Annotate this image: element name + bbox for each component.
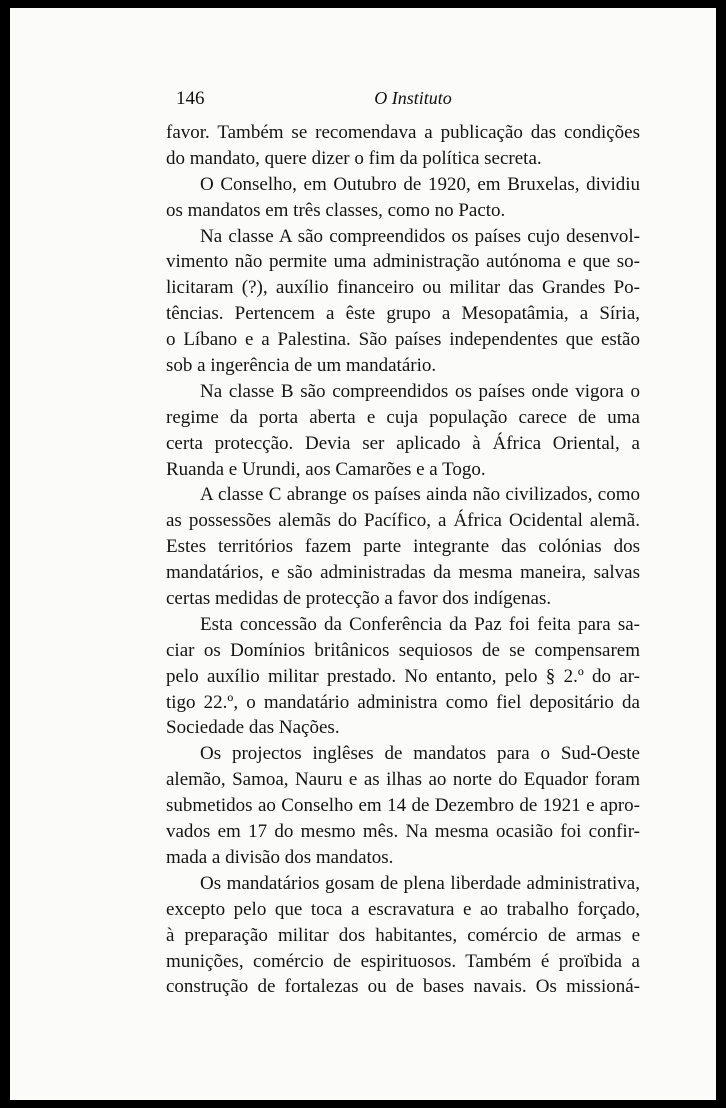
text-line: mada a divisão dos mandatos. bbox=[166, 846, 394, 868]
running-title: O Instituto bbox=[374, 88, 452, 108]
text-line: A classe C abrange os países ainda não civilizados, como bbox=[200, 484, 640, 506]
text-line: regime da porta aberta e cuja população carece de uma bbox=[166, 406, 640, 428]
text-line: Na classe A são compreendidos os países cujo desenvol- bbox=[200, 225, 640, 247]
text-line: certas medidas de protecção a favor dos indígenas. bbox=[166, 588, 552, 610]
text-line: Na classe B são compreendidos os países onde vigora o bbox=[200, 380, 640, 402]
text-line: ciar os Domínios britânicos sequiosos de se compensarem bbox=[166, 639, 640, 661]
paragraph bbox=[166, 172, 640, 224]
paragraph bbox=[166, 741, 640, 870]
text-line: munições, comércio de espirituosos. Também é proïbida a bbox=[166, 950, 640, 972]
paragraph bbox=[166, 224, 640, 379]
text-line: sob a ingerência de um mandatário. bbox=[166, 355, 437, 377]
text-line: tências. Pertencem a êste grupo a Mesopatâmia, a Síria, bbox=[166, 303, 640, 325]
text-line: os mandatos em três classes, como no Pacto. bbox=[166, 199, 506, 221]
text-line: tigo 22.º, o mandatário administra como fiel depositário da bbox=[166, 691, 640, 713]
page-number: 146 bbox=[176, 88, 205, 109]
text-line: Ruanda e Urundi, aos Camarões e a Togo. bbox=[166, 458, 486, 480]
text-line: excepto pelo que toca a escravatura e ao trabalho forçado, bbox=[166, 898, 640, 920]
text-line: do mandato, quere dizer o fim da política secreta. bbox=[166, 147, 542, 169]
text-line: o Líbano e a Palestina. São países independentes que estão bbox=[166, 329, 640, 351]
text-line: pelo auxílio militar prestado. No entanto, pelo § 2.º do ar- bbox=[166, 665, 640, 687]
text-line: submetidos ao Conselho em 14 de Dezembro de 1921 e apro- bbox=[166, 795, 640, 817]
text-line: favor. Também se recomendava a publicação das condições bbox=[166, 122, 640, 143]
paragraph bbox=[166, 482, 640, 611]
text-line: as possessões alemãs do Pacífico, a África Ocidental alemã. bbox=[166, 510, 640, 532]
text-line: alemão, Samoa, Nauru e as ilhas ao norte do Equador foram bbox=[166, 769, 640, 791]
paragraph bbox=[166, 379, 640, 483]
body-text bbox=[166, 120, 640, 1000]
text-line: O Conselho, em Outubro de 1920, em Bruxelas, dividiu bbox=[200, 173, 640, 195]
text-line: Esta concessão da Conferência da Paz foi feita para sa- bbox=[200, 613, 640, 635]
text-line: Os mandatários gosam de plena liberdade administrativa, bbox=[200, 872, 640, 894]
text-line: Estes territórios fazem parte integrante das colónias dos bbox=[166, 536, 640, 558]
text-line: vados em 17 do mesmo mês. Na mesma ocasião foi confir- bbox=[166, 821, 640, 843]
paragraph bbox=[166, 120, 640, 172]
text-line: licitaram (?), auxílio financeiro ou militar das Grandes Po- bbox=[166, 277, 640, 299]
text-line: Os projectos inglêses de mandatos para o Sud-Oeste bbox=[200, 743, 640, 765]
text-line: à preparação militar dos habitantes, comércio de armas e bbox=[166, 924, 640, 946]
text-line: construção de fortalezas ou de bases navais. Os missioná- bbox=[166, 976, 640, 998]
text-line: certa protecção. Devia ser aplicado à África Oriental, a bbox=[166, 432, 640, 454]
text-line: Sociedade das Nações. bbox=[166, 717, 340, 739]
text-line: vimento não permite uma administração autónoma e que so- bbox=[166, 251, 640, 273]
paragraph bbox=[166, 871, 640, 1000]
text-line: mandatários, e são administradas da mesma maneira, salvas bbox=[166, 562, 640, 584]
paragraph bbox=[166, 612, 640, 741]
page-header bbox=[176, 88, 650, 112]
